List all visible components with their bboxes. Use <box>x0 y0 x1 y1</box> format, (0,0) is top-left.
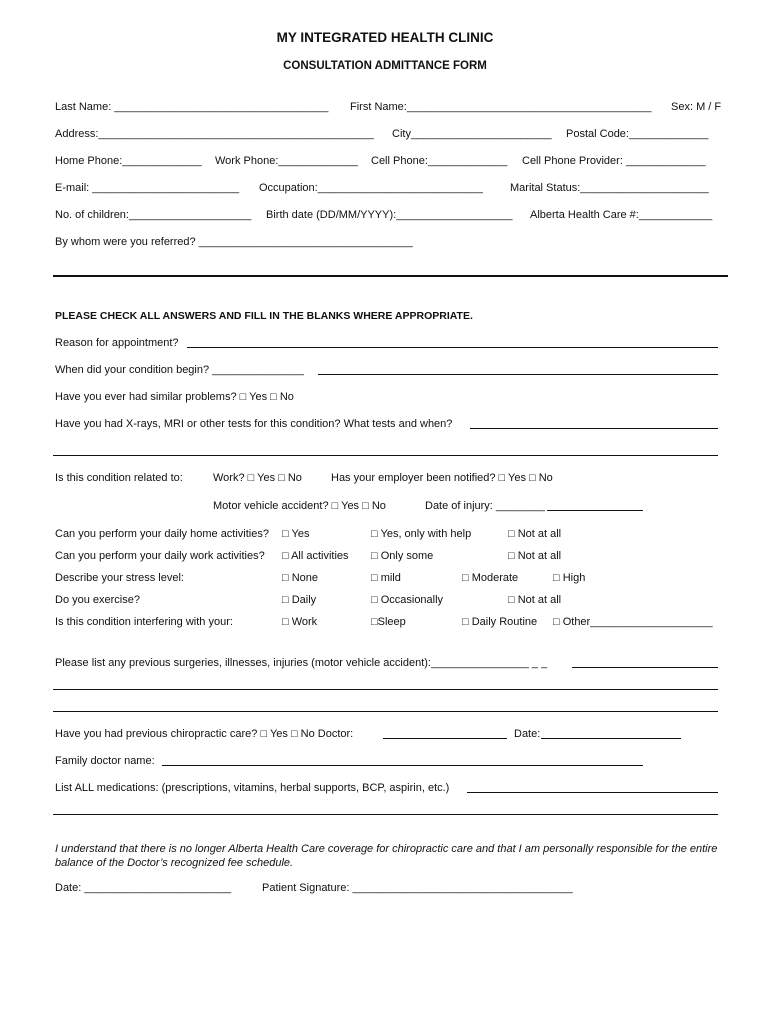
disclaimer-text: I understand that there is no longer Alberta Health Care coverage for chiropractic care and that I am personally responsible for the entire balance of the Doctor’s recognized fee schedule. <box>55 843 718 869</box>
related-to-label: Is this condition related to: <box>55 472 183 484</box>
option-checkbox[interactable]: □ Yes, only with help <box>371 528 472 540</box>
chiro-date-label: Date: <box>514 728 541 740</box>
email-field[interactable]: E-mail: ________________________ <box>55 182 240 194</box>
option-checkbox[interactable]: □ None <box>282 572 318 584</box>
sex-field[interactable]: Sex: M / F <box>671 101 722 113</box>
employer-notified-question[interactable]: Has your employer been notified? □ Yes □ No <box>331 472 553 484</box>
last-name-field[interactable]: Last Name: ___________________________________ <box>55 101 329 113</box>
condition-begin-line[interactable] <box>318 374 718 375</box>
surgeries-line-2[interactable] <box>53 689 718 690</box>
option-checkbox[interactable]: □ Not at all <box>508 550 562 562</box>
similar-problems-question[interactable]: Have you ever had similar problems? □ Yes □ No <box>55 391 294 403</box>
option-checkbox[interactable]: □ High <box>553 572 586 584</box>
option-checkbox[interactable]: □ mild <box>371 572 401 584</box>
work-phone-field[interactable]: Work Phone:_____________ <box>215 155 358 167</box>
option-checkbox[interactable]: □ Moderate <box>462 572 519 584</box>
work-related-question[interactable]: Work? □ Yes □ No <box>213 472 302 484</box>
option-checkbox[interactable]: □ Only some <box>371 550 434 562</box>
surgeries-line-3[interactable] <box>53 711 718 712</box>
option-checkbox[interactable]: □ Other____________________ <box>553 616 713 628</box>
grid-label: Describe your stress level: <box>55 572 184 584</box>
cell-phone-field[interactable]: Cell Phone:_____________ <box>371 155 508 167</box>
section-divider <box>53 275 728 277</box>
medications-line[interactable] <box>467 792 718 793</box>
signature-date-field[interactable]: Date: ________________________ <box>55 882 232 894</box>
first-name-field[interactable]: First Name:________________________________________ <box>350 101 652 113</box>
reason-label: Reason for appointment? <box>55 337 179 349</box>
xrays-line-2[interactable] <box>53 455 718 456</box>
referred-field[interactable]: By whom were you referred? ___________________________________ <box>55 236 413 248</box>
injury-date-line[interactable] <box>547 510 643 511</box>
clinic-name: MY INTEGRATED HEALTH CLINIC <box>276 30 494 45</box>
cell-provider-field[interactable]: Cell Phone Provider: _____________ <box>522 155 706 167</box>
surgeries-label: Please list any previous surgeries, illnesses, injuries (motor vehicle accident):________________ _ _ <box>55 657 548 669</box>
address-field[interactable]: Address:_____________________________________________ <box>55 128 374 140</box>
health-care-field[interactable]: Alberta Health Care #:____________ <box>530 209 713 221</box>
postal-code-field[interactable]: Postal Code:_____________ <box>566 128 709 140</box>
surgeries-line[interactable] <box>572 667 718 668</box>
option-checkbox[interactable]: □ All activities <box>282 550 349 562</box>
home-phone-field[interactable]: Home Phone:_____________ <box>55 155 202 167</box>
reason-line[interactable] <box>187 347 718 348</box>
xrays-line[interactable] <box>470 428 718 429</box>
grid-label: Can you perform your daily home activities? <box>55 528 269 540</box>
option-checkbox[interactable]: □ Yes <box>282 528 310 540</box>
option-checkbox[interactable]: □ Not at all <box>508 528 562 540</box>
grid-label: Is this condition interfering with your: <box>55 616 233 628</box>
mva-question[interactable]: Motor vehicle accident? □ Yes □ No <box>213 500 386 512</box>
medications-label: List ALL medications: (prescriptions, vitamins, herbal supports, BCP, aspirin, etc.) <box>55 782 450 794</box>
option-checkbox[interactable]: □ Not at all <box>508 594 562 606</box>
grid-label: Do you exercise? <box>55 594 140 606</box>
city-field[interactable]: City_______________________ <box>392 128 552 140</box>
form-title: CONSULTATION ADMITTANCE FORM <box>283 60 487 72</box>
family-doctor-line[interactable] <box>162 765 643 766</box>
option-checkbox[interactable]: □ Daily <box>282 594 317 606</box>
option-checkbox[interactable]: □ Daily Routine <box>462 616 538 628</box>
instructions: PLEASE CHECK ALL ANSWERS AND FILL IN THE BLANKS WHERE APPROPRIATE. <box>55 310 473 322</box>
option-checkbox[interactable]: □ Occasionally <box>371 594 444 606</box>
marital-status-field[interactable]: Marital Status:_____________________ <box>510 182 709 194</box>
xrays-label: Have you had X-rays, MRI or other tests for this condition? What tests and when? <box>55 418 453 430</box>
children-field[interactable]: No. of children:____________________ <box>55 209 252 221</box>
option-checkbox[interactable]: □Sleep <box>371 616 406 628</box>
chiro-date-line[interactable] <box>541 738 681 739</box>
medications-line-2[interactable] <box>53 814 718 815</box>
grid-label: Can you perform your daily work activities? <box>55 550 265 562</box>
birth-date-field[interactable]: Birth date (DD/MM/YYYY):___________________ <box>266 209 513 221</box>
chiro-doctor-line[interactable] <box>383 738 507 739</box>
occupation-field[interactable]: Occupation:___________________________ <box>259 182 483 194</box>
family-doctor-label: Family doctor name: <box>55 755 155 767</box>
option-checkbox[interactable]: □ Work <box>282 616 318 628</box>
chiro-question[interactable]: Have you had previous chiropractic care? □ Yes □ No Doctor: <box>55 728 354 740</box>
patient-signature-field[interactable]: Patient Signature: ____________________________________ <box>262 882 573 894</box>
condition-begin-label: When did your condition begin? _______________ <box>55 364 304 376</box>
injury-date-field[interactable]: Date of injury: ________ <box>425 500 545 512</box>
